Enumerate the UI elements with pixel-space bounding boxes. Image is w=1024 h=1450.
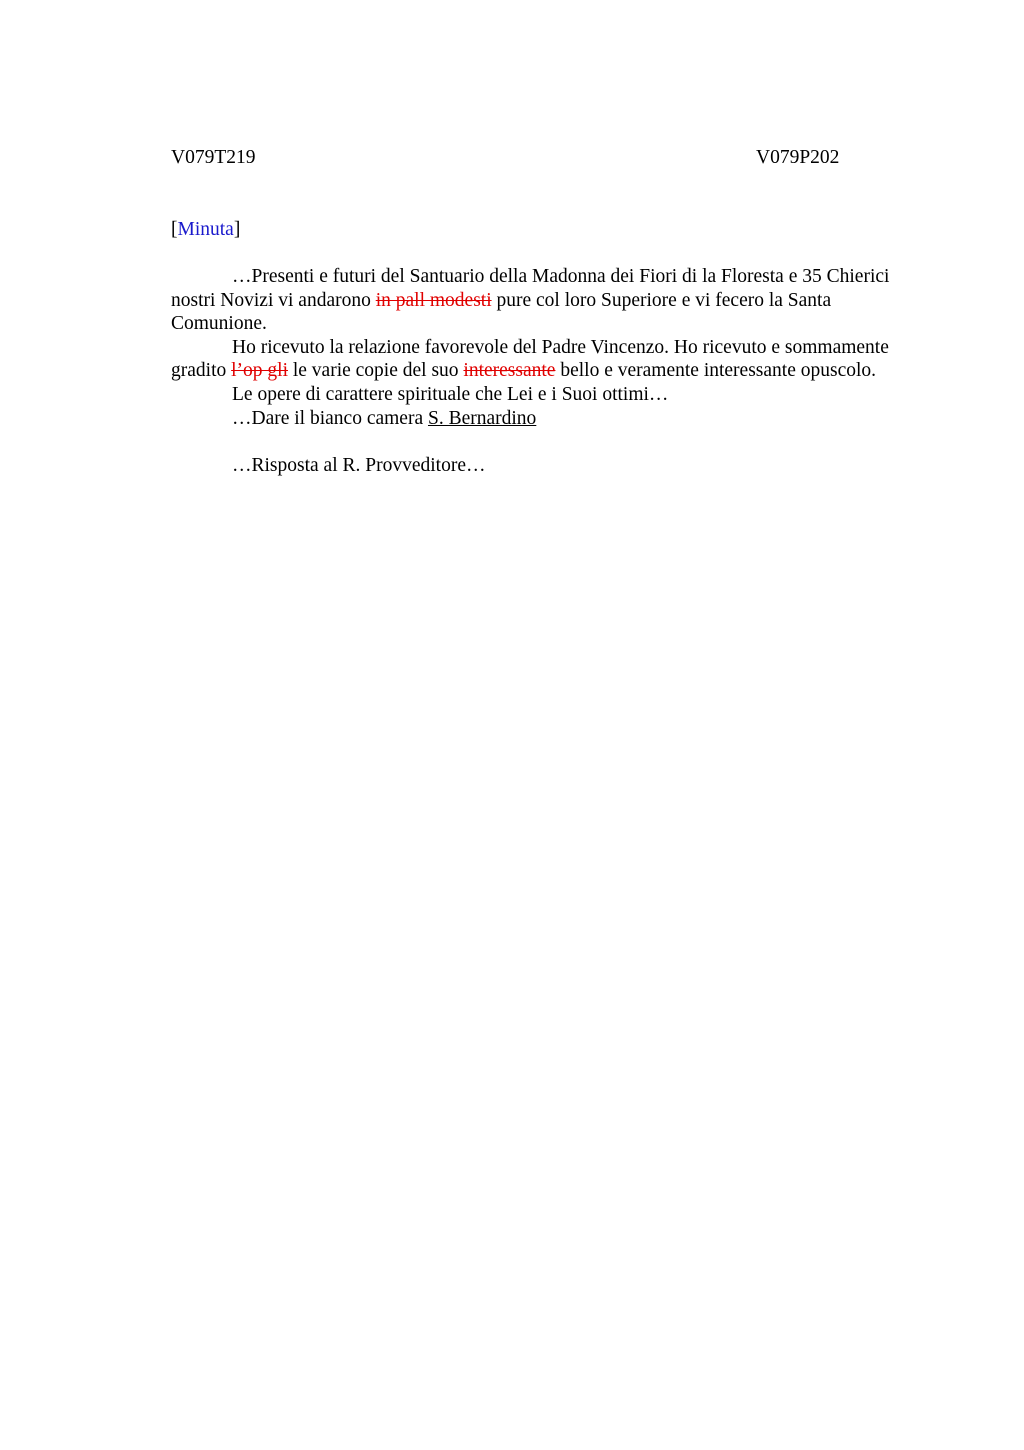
open-bracket: [ <box>171 219 178 240</box>
header-row <box>171 146 893 170</box>
deleted-text: in pall modesti <box>375 289 492 311</box>
document-code-right: V079P202 <box>756 147 840 168</box>
paragraph-gap <box>171 430 893 454</box>
paragraph-relazione <box>171 336 893 383</box>
document-code-left: V079T219 <box>171 147 256 168</box>
close-bracket: ] <box>233 219 241 240</box>
paragraph-text: …Presenti e futuri del Santuario della Madonna dei Fiori di la Floresta e 35 Chierici nostri Novizi vi andarono <box>171 266 890 311</box>
minuta-label <box>171 218 240 242</box>
paragraph-text: bello e veramente interessante opuscolo. <box>555 360 877 382</box>
paragraph-text: pure col loro Superiore e vi fecero la Santa Comunione. <box>171 289 832 335</box>
underlined-text: S. Bernardino <box>427 407 537 429</box>
paragraph-opere: Le opere di carattere spirituale che Lei e i Suoi ottimi… <box>232 383 669 405</box>
deleted-text: l’op gli <box>231 360 288 382</box>
letter-body <box>171 265 893 478</box>
paragraph-text: Ho ricevuto la relazione favorevole del Padre Vincenzo. Ho ricevuto e sommamente gradito <box>171 336 889 382</box>
paragraph-santuario <box>171 265 893 336</box>
paragraph-camera <box>171 407 893 431</box>
paragraph-text: le varie copie del suo <box>287 360 464 382</box>
paragraph-text: …Dare il bianco camera <box>232 407 428 429</box>
paragraph-risposta: …Risposta al R. Provveditore… <box>232 455 486 477</box>
deleted-text: interessante <box>463 360 556 382</box>
document-page <box>171 146 893 477</box>
minuta-word: Minuta <box>177 219 234 240</box>
